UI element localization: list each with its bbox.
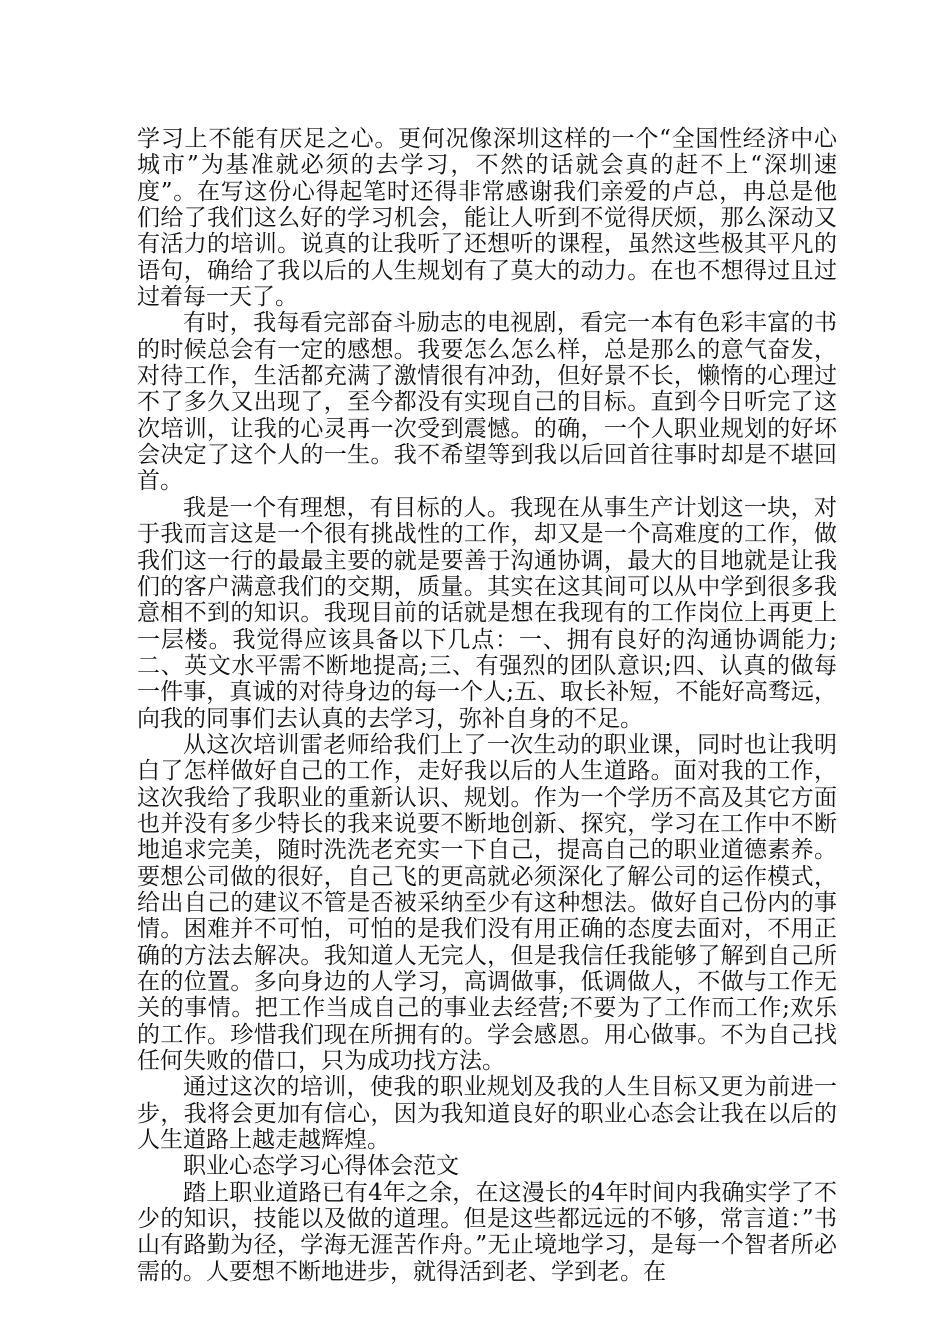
document-page xyxy=(137,126,837,1285)
paragraph-conclusion: 通过这次的培训，使我的职业规划及我的人生目标又更为前进一步，我将会更加有信心，因为我知道良好的职业心态会让我在以后的人生道路上越走越辉煌。 xyxy=(137,1074,837,1154)
paragraph-training: 从这次培训雷老师给我们上了一次生动的职业课，同时也让我明白了怎样做好自己的工作，走好我以后的人生道路。面对我的工作，这次我给了我职业的重新认识、规划。作为一个学历不高及其它方面也并没有多少特长的我来说要不断地创新、探究，学习在工作中不断地追求完美，随时洗洗老充实一下自己，提高自己的职业道德素养。要想公司做的很好，自己飞的更高就必须深化了解公司的运作模式，给出自己的建议不管是否被采纳至少有这种想法。做好自己份内的事情。困难并不可怕，可怕的是我们没有用正确的态度去面对，不用正确的方法去解决。我知道人无完人，但是我信任我能够了解到自己所在的位置。多向身边的人学习，高调做事，低调做人，不做与工作无关的事情。把工作当成自己的事业去经营;不要为了工作而工作;欢乐的工作。珍惜我们现在所拥有的。学会感恩。用心做事。不为自己找任何失败的借口，只为成功找方法。 xyxy=(137,731,837,1075)
paragraph-motivation: 有时，我每看完部奋斗励志的电视剧，看完一本有色彩丰富的书的时候总会有一定的感想。我要怎么怎么样，总是那么的意气奋发，对待工作，生活都充满了激情很有冲劲，但好景不长，懒惰的心理过不了多久又出现了，至今都没有实现自己的目标。直到今日听完了这次培训，让我的心灵再一次受到震憾。的确，一个人职业规划的好坏会决定了这个人的一生。我不希望等到我以后回首往事时却是不堪回首。 xyxy=(137,310,837,495)
section-title: 职业心态学习心得体会范文 xyxy=(183,1153,459,1180)
paragraph-goals: 我是一个有理想，有目标的人。我现在从事生产计划这一块，对于我而言这是一个很有挑战性的工作，却又是一个高难度的工作，做我们这一行的最最主要的就是要善于沟通协调，最大的目地就是让我们的客户满意我们的交期，质量。其实在这其间可以从中学到很多我意相不到的知识。我现目前的话就是想在我现有的工作岗位上再更上一层楼。我觉得应该具备以下几点：一、拥有良好的沟通协调能力;二、英文水平需不断地提高;三、有强烈的团队意识;四、认真的做每一件事，真诚的对待身边的每一个人;五、取长补短，不能好高骛远，向我的同事们去认真的去学习，弥补自身的不足。 xyxy=(137,494,837,732)
paragraph-continued: 学习上不能有厌足之心。更何况像深圳这样的一个“全国性经济中心城市”为基准就必须的去学习，不然的话就会真的赶不上“深圳速度”。在写这份心得起笔时还得非常感谢我们亲爱的卢总，冉总是他们给了我们这么好的学习机会，能让人听到不觉得厌烦，那么深动又有活力的培训。说真的让我听了还想听的课程，虽然这些极其平凡的语句，确给了我以后的人生规划有了莫大的动力。在也不想得过且过过着每一天了。 xyxy=(137,126,837,311)
paragraph-sample-start: 踏上职业道路已有4年之余，在这漫长的4年时间内我确实学了不少的知识，技能以及做的道理。但是这些都远远的不够，常言道：”书山有路勤为径，学海无涯苦作舟。”无止境地学习，是每一个智者所必需的。人要想不断地进步，就得活到老、学到老。在 xyxy=(137,1179,837,1285)
